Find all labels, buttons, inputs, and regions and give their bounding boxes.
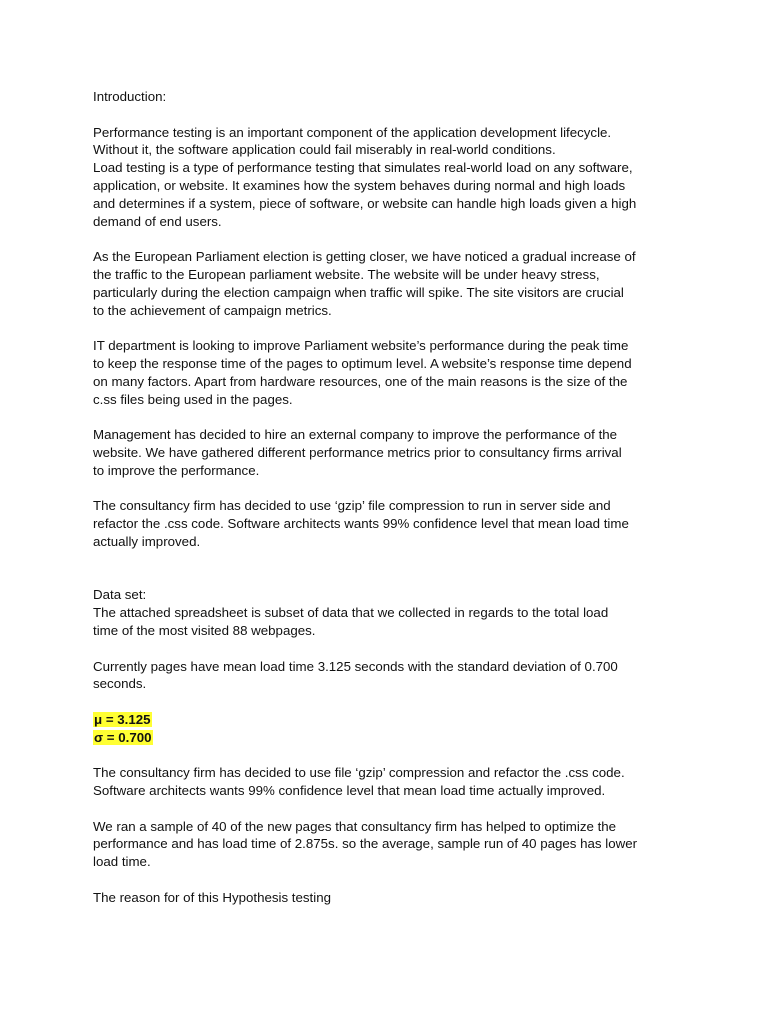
text-line: Software architects wants 99% confidence level that mean load time actually improved. bbox=[93, 783, 606, 799]
text-line: time of the most visited 88 webpages. bbox=[93, 622, 316, 638]
text-line: Load testing is a type of performance testing that simulates real-world load on any software, bbox=[93, 160, 633, 176]
text-line: website. We have gathered different performance metrics prior to consultancy firms arrival bbox=[93, 444, 622, 460]
text-line: application, or website. It examines how the system behaves during normal and high loads bbox=[93, 177, 626, 193]
text-line: to keep the response time of the pages to optimum level. A website’s response time depend bbox=[93, 355, 632, 371]
text-line: demand of end users. bbox=[93, 213, 222, 229]
text-line: load time. bbox=[93, 854, 151, 870]
paragraph-performance-testing bbox=[93, 124, 693, 231]
text-line: IT department is looking to improve Parliament website’s performance during the peak time bbox=[93, 338, 629, 354]
text-line: Currently pages have mean load time 3.125 seconds with the standard deviation of 0.700 bbox=[93, 658, 618, 674]
text-line: c.ss files being used in the pages. bbox=[93, 391, 293, 407]
paragraph-election bbox=[93, 248, 693, 319]
text-line: to improve the performance. bbox=[93, 462, 260, 478]
text-line: The attached spreadsheet is subset of data that we collected in regards to the total load bbox=[93, 605, 609, 621]
text-line: performance and has load time of 2.875s. so the average, sample run of 40 pages has lower bbox=[93, 836, 638, 852]
document-body bbox=[93, 88, 693, 907]
paragraph-dataset bbox=[93, 604, 693, 640]
text-line: Without it, the software application could fail miserably in real-world conditions. bbox=[93, 142, 556, 158]
text-line: refactor the .css code. Software architects wants 99% confidence level that mean load time bbox=[93, 516, 629, 532]
text-line: particularly during the election campaign when traffic will spike. The site visitors are crucial bbox=[93, 284, 624, 300]
paragraph-sample-run bbox=[93, 818, 693, 871]
highlighted-parameters bbox=[93, 711, 693, 747]
text-line: Performance testing is an important component of the application development lifecycle. bbox=[93, 124, 612, 140]
mu-value-highlight: μ = 3.125 bbox=[94, 711, 151, 727]
paragraph-it-department bbox=[93, 337, 693, 408]
sigma-value-highlight: σ = 0.700 bbox=[94, 729, 152, 745]
text-line: the traffic to the European parliament website. The website will be under heavy stress, bbox=[93, 266, 600, 282]
text-line: The consultancy firm has decided to use file ‘gzip’ compression and refactor the .css code. bbox=[93, 765, 625, 781]
text-line: actually improved. bbox=[93, 533, 201, 549]
paragraph-consultancy-gzip bbox=[93, 764, 693, 800]
intro-heading: Introduction: bbox=[93, 89, 167, 104]
paragraph-current-mean bbox=[93, 658, 693, 694]
text-line: to the achievement of campaign metrics. bbox=[93, 302, 332, 318]
text-line: and determines if a system, piece of software, or website can handle high loads given a high bbox=[93, 195, 637, 211]
paragraph-consultancy-plan bbox=[93, 497, 693, 550]
text-line: Management has decided to hire an external company to improve the performance of the bbox=[93, 427, 618, 443]
dataset-heading: Data set: bbox=[93, 587, 147, 603]
text-line: As the European Parliament election is getting closer, we have noticed a gradual increase of bbox=[93, 249, 636, 265]
closing-line: The reason for of this Hypothesis testing bbox=[93, 889, 331, 905]
text-line: We ran a sample of 40 of the new pages that consultancy firm has helped to optimize the bbox=[93, 818, 617, 834]
text-line: seconds. bbox=[93, 676, 147, 692]
text-line: on many factors. Apart from hardware resources, one of the main reasons is the size of the bbox=[93, 373, 628, 389]
paragraph-management bbox=[93, 426, 693, 479]
text-line: The consultancy firm has decided to use ‘gzip’ file compression to run in server side and bbox=[93, 498, 611, 514]
